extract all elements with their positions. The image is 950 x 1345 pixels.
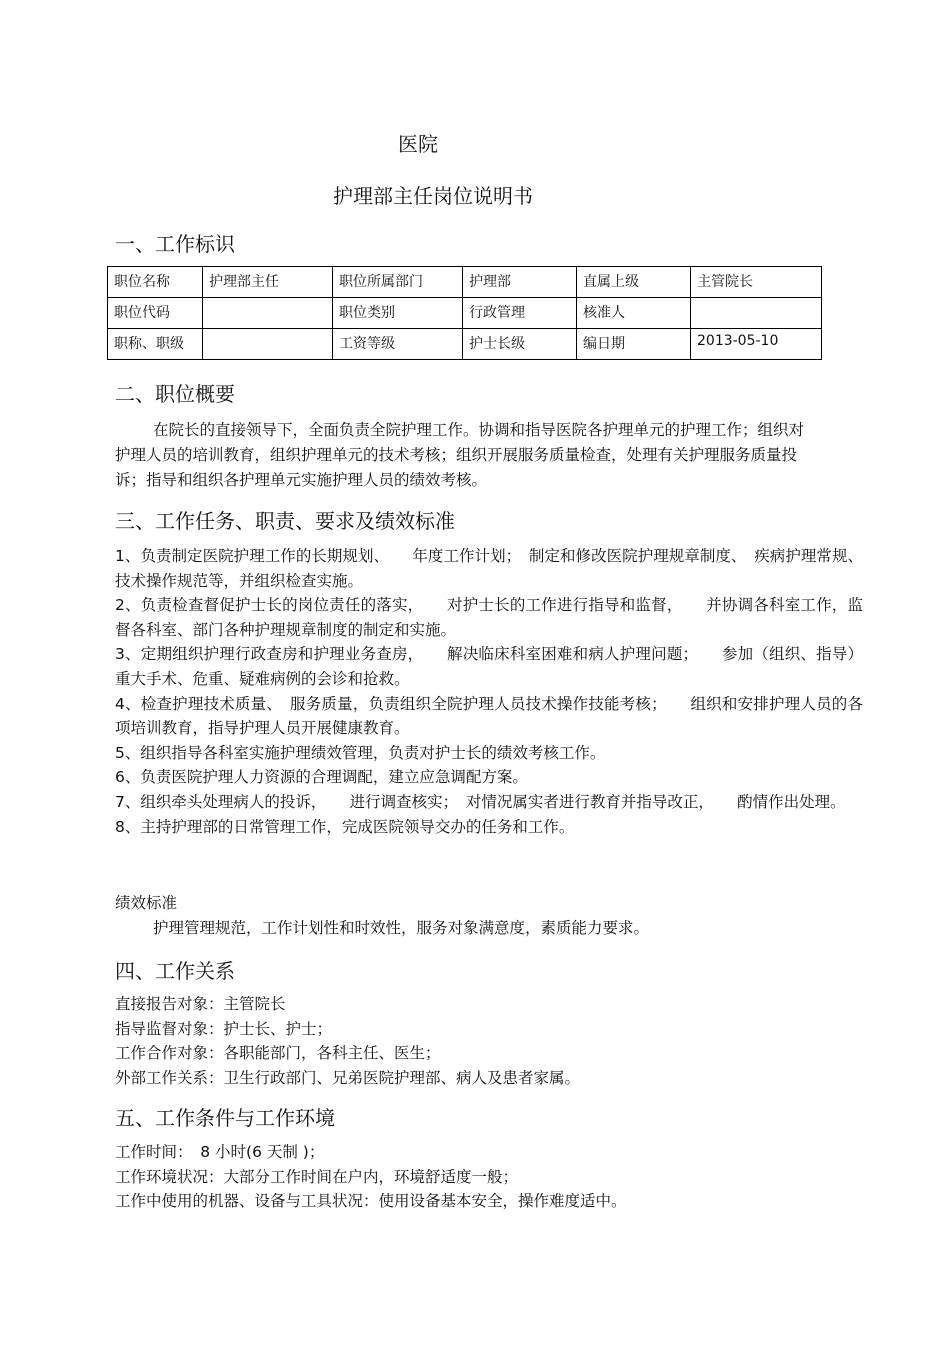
table-cell: 直属上级 [577,267,691,298]
list-item: 工作中使用的机器、设备与工具状况：使用设备基本安全，操作难度适中。 [115,1192,627,1210]
conditions-list [115,1140,627,1214]
list-item: 工作合作对象：各职能部门，各科主任、医生； [115,1044,441,1062]
table-cell: 核准人 [577,298,691,329]
table-cell: 编日期 [577,329,691,360]
section-heading-duties: 三、工作任务、职责、要求及绩效标准 [115,509,455,533]
table-cell: 行政管理 [463,298,577,329]
table-cell: 职位所属部门 [333,267,463,298]
performance-label: 绩效标准 [115,894,178,912]
list-item: 2、负责检查督促护士长的岗位责任的落实， 对护士长的工作进行指导和监督， 并协调各科室工作，监督各科室、部门各种护理规章制度的制定和实施。 [115,596,863,639]
document-title: 护理部主任岗位说明书 [333,184,533,208]
table-cell: 工资等级 [333,329,463,360]
table-cell [691,298,822,329]
table-cell: 职位类别 [333,298,463,329]
table-row [108,298,822,329]
list-item: 工作环境状况：大部分工作时间在户内，环境舒适度一般； [115,1167,519,1186]
hospital-title: 医院 [398,132,438,156]
list-item: 工作时间： 8 小时(6 天制 )； [115,1143,325,1161]
list-item: 4、检查护理技术质量、 服务质量，负责组织全院护理人员技术操作技能考核； 组织和安排护理人员的各项培训教育，指导护理人员开展健康教育。 [115,694,863,738]
list-item: 1、负责制定医院护理工作的长期规划、 年度工作计划； 制定和修改医院护理规章制度、 疾病护理常规、技术操作规范等，并组织检查实施。 [115,547,863,590]
summary-paragraph: 在院长的直接领导下，全面负责全院护理工作。协调和指导医院各护理单元的护理工作；组织对护理人员的培训教育，组织护理单元的技术考核；组织开展服务质量检查，处理有关护理服务质量投诉；指导和组织各护理单元实施护理人员的绩效考核。 [115,421,805,489]
duties-list [115,544,863,839]
section-heading-identification: 一、工作标识 [115,232,235,256]
list-item: 外部工作关系：卫生行政部门、兄弟医院护理部、病人及患者家属。 [115,1068,581,1087]
table-cell: 职称、职级 [108,329,203,360]
list-item: 5、组织指导各科室实施护理绩效管理，负责对护士长的绩效考核工作。 [115,743,606,762]
table-cell: 主管院长 [691,267,822,298]
list-item: 3、定期组织护理行政查房和护理业务查房， 解决临床科室困难和病人护理问题； 参加（组织、指导）重大手术、危重、疑难病例的会诊和抢救。 [115,645,863,688]
table-cell: 职位名称 [108,267,203,298]
table-cell: 护理部 [463,267,577,298]
table-row [108,329,822,360]
table-row [108,267,822,298]
list-item: 指导监督对象：护士长、护士； [115,1019,333,1038]
table-cell: 护理部主任 [203,267,333,298]
table-cell: 护士长级 [463,329,577,360]
list-item: 8、主持护理部的日常管理工作，完成医院领导交办的任务和工作。 [115,817,575,836]
list-item: 7、组织牵头处理病人的投诉， 进行调查核实； 对情况属实者进行教育并指导改正， 酌情作出处理。 [115,792,846,811]
section-heading-conditions: 五、工作条件与工作环境 [115,1106,335,1130]
table-cell [203,298,333,329]
table-cell [203,329,333,360]
section-heading-summary: 二、职位概要 [115,382,235,406]
identification-table [107,266,822,360]
list-item: 直接报告对象：主管院长 [115,995,286,1013]
relations-list [115,992,580,1090]
table-cell: 2013-05-10 [691,329,822,360]
table-cell: 职位代码 [108,298,203,329]
performance-text: 护理管理规范，工作计划性和时效性，服务对象满意度，素质能力要求。 [153,919,650,937]
section-heading-relations: 四、工作关系 [115,959,235,983]
list-item: 6、负责医院护理人力资源的合理调配，建立应急调配方案。 [115,768,528,787]
